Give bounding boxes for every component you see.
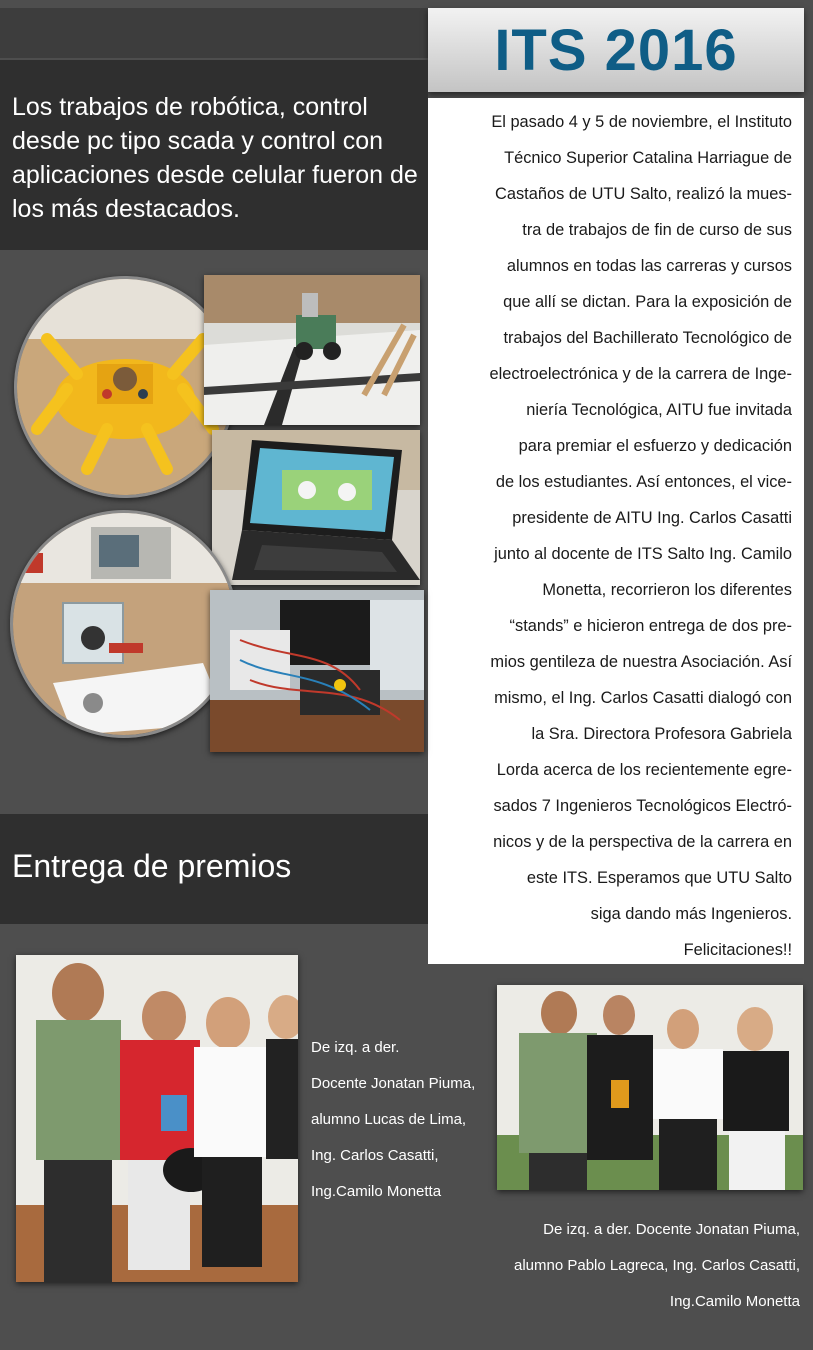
article-line: que allí se dictan. Para la exposición de [503, 293, 792, 311]
caption-line: Ing.Camilo Monetta [311, 1183, 442, 1200]
article-line: Felicitaciones!! [683, 941, 792, 959]
article-line: junto al docente de ITS Salto Ing. Camilo [494, 545, 792, 563]
caption-line: Ing. Carlos Casatti, [311, 1147, 439, 1164]
title-banner [428, 8, 804, 92]
top-strip [0, 8, 428, 58]
article-line: sados 7 Ingenieros Tecnológicos Electró- [493, 797, 792, 815]
caption-line: Ing.Camilo Monetta [669, 1293, 800, 1310]
oscilloscope-project-photo [10, 510, 238, 738]
article-line: electroelectrónica y de la carrera de Inge- [489, 365, 792, 383]
article-body [432, 104, 792, 968]
article-line: Monetta, recorrieron los diferentes [542, 581, 792, 599]
award-group-photo-1 [16, 955, 298, 1282]
headline-text: Los trabajos de robótica, control desde pc tipo scada y control con aplicaciones desde celular fueron de los más destacados. [12, 93, 418, 223]
article-line: Técnico Superior Catalina Harriague de [504, 149, 792, 167]
article-line: “stands” e hicieron entrega de dos pre- [509, 617, 792, 635]
article-line: mios gentileza de nuestra Asociación. Así [490, 653, 792, 671]
section-title: Entrega de premios [12, 848, 292, 884]
article-line: siga dando más Ingenieros. [590, 905, 792, 923]
article-line: tra de trabajos de fin de curso de sus [522, 221, 792, 239]
article-line: de los estudiantes. Así entonces, el vice- [495, 473, 792, 491]
electronics-board-photo [210, 590, 424, 752]
line-follower-robot-photo [204, 275, 420, 425]
laptop-scada-photo [212, 430, 420, 585]
article-line: Castaños de UTU Salto, realizó la mues- [495, 185, 792, 203]
caption-line: Docente Jonatan Piuma, [311, 1075, 476, 1092]
article-line: este ITS. Esperamos que UTU Salto [526, 869, 792, 887]
hexapod-robot-photo [14, 276, 236, 498]
caption-line: alumno Pablo Lagreca, Ing. Carlos Casatti, [514, 1257, 800, 1274]
caption-line: De izq. a der. Docente Jonatan Piuma, [543, 1221, 800, 1238]
article-line: El pasado 4 y 5 de noviembre, el Instituto [491, 113, 792, 131]
photo-caption-1 [311, 1030, 475, 1210]
article-line: para premiar el esfuerzo y dedicación [518, 437, 792, 455]
caption-line: alumno Lucas de Lima, [311, 1111, 467, 1128]
award-group-photo-2 [497, 985, 803, 1190]
article-line: presidente de AITU Ing. Carlos Casatti [512, 509, 792, 527]
article-line: la Sra. Directora Profesora Gabriela [531, 725, 792, 743]
article-line: trabajos del Bachillerato Tecnológico de [503, 329, 792, 347]
article-line: niería Tecnológica, AITU fue invitada [526, 401, 792, 419]
caption-line: De izq. a der. [311, 1039, 400, 1056]
article-line: Lorda acerca de los recientemente egre- [496, 761, 792, 779]
article-line: nicos y de la perspectiva de la carrera en [493, 833, 792, 851]
photo-caption-2 [430, 1212, 800, 1320]
article-line: alumnos en todas las carreras y cursos [506, 257, 792, 275]
page-title: ITS 2016 [494, 17, 738, 83]
article-line: mismo, el Ing. Carlos Casatti dialogó con [494, 689, 792, 707]
